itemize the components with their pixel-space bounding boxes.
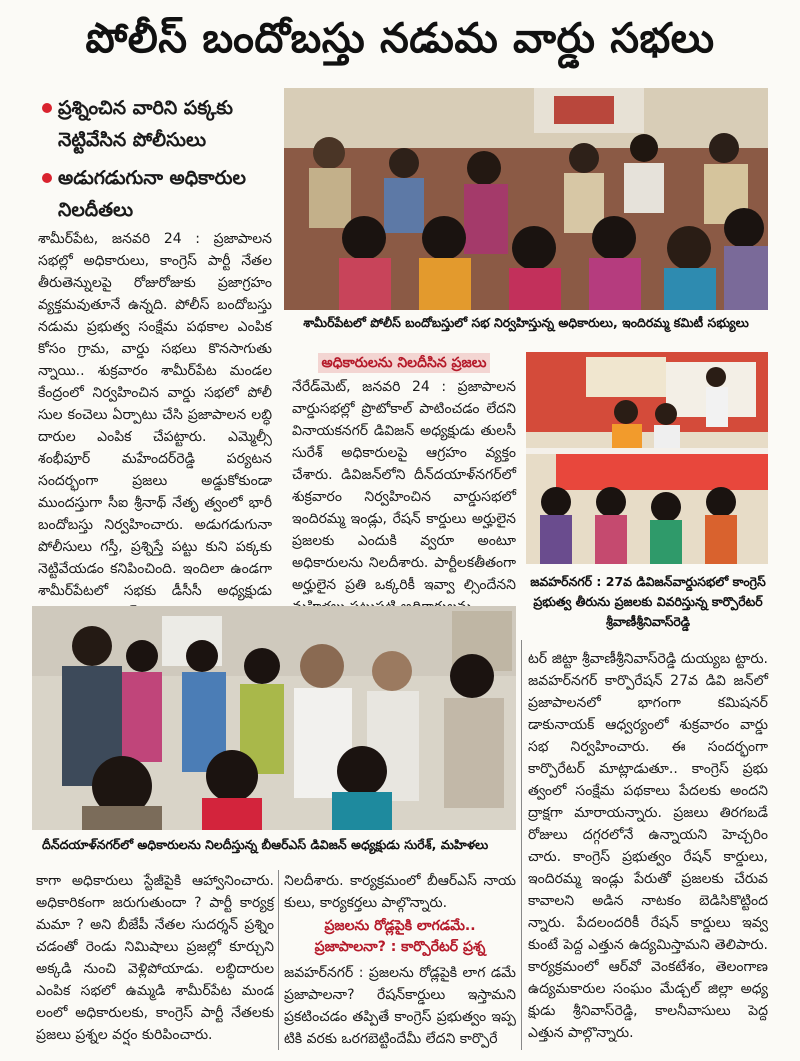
article3-text: టర్ జిట్టా శ్రీవాణీశ్రీనివాస్‌రెడ్డి దుయ్యబ ట్టారు. జవహర్‌నగర్ కార్పొరేషన్ 27వ డివి జన్‌లో ప్రజాపాలనలో భాగంగా కమిషనర్ డాకునాయక్ ఆధ్వర్యంలో శుక్రవారం వార్డు సభ నిర్వహించారు. ఈ సందర్భంగా కార్పొరేటర్ మాట్లాడుతూ.. కాంగ్రెస్ ప్రభు త్వంలో సంక్షేమ పథకాలు పేదలకు అందని ద్రాక్షగా మారాయన్నారు. ప్రజలు తిరగబడే రోజులు దగ్గరలోనే ఉన్నాయని హెచ్చరిం చారు. కాంగ్రెస్ ప్రభుత్వం రేషన్ కార్డులు, ఇందిరమ్మ ఇండ్లు పేరుతో ప్రజలకు చేరువ కావాలని అడిన నాటకం బెడిసికొట్టింద న్నారు. పేదలందరికీ రేషన్ కార్డులు ఇవ్వ కుంటే పెద్ద ఎత్తున ఉద్యమిస్తామని తెలిపారు. కార్యక్రమంలో ఆర్‌వో వెంకటేశం, తెలంగాణ ఉద్యమకారుల సంఘం మేడ్చల్ జిల్లా అధ్య క్షుడు శ్రీనివాస్‌రెడ్డి, కాలనీవాసులు పెద్ద ఎత్తున పాల్గొన్నారు. xyxy=(528,651,768,1041)
photo1-caption: శామీర్‌పేటలో పోలీస్ బందోబస్తులో సభ నిర్వహిస్తున్న అధికారులు, ఇందిరమ్మ కమిటీ సభ్యులు xyxy=(303,315,749,330)
summary-bullets xyxy=(40,92,270,226)
article2-text: నేరేడ్‌మెట్, జనవరి 24 : ప్రజాపాలన వార్డుసభల్లో ప్రొటోకాల్ పాటించడం లేదని వినాయకనగర్ డివిజన్ అధ్యక్షుడు తులసీ సురేశ్ అధికారులపై ఆగ్రహం వ్యక్తం చేశారు. డివిజన్‌లోని దీన్‌దయాళ్‌నగర్‌లో శుక్రవారం నిర్వహించిన వార్డుసభలో ఇందిరమ్మ ఇండ్లు, రేషన్ కార్డులు అర్హులైన ప్రజలకు ఎందుకి వ్వరూ అంటూ అధికారులను నిలదీశారు. పార్టీలకతీతంగా అర్హులైన ప్రతి ఒక్కరికీ ఇవ్వా ల్సిందేనని xyxy=(292,379,516,593)
article2-continued-text: నిలదీశారు. కార్యక్రమంలో బీఆర్ఎస్ నాయ కులు, కార్యకర్తలు పాల్గొన్నారు. xyxy=(284,873,516,911)
headline: పోలీస్ బందోబస్తు నడుమ వార్డు సభలు xyxy=(85,14,715,62)
photo2-illustration xyxy=(526,352,768,564)
article2-continued xyxy=(284,870,516,914)
photo-deendayalnagar-protest xyxy=(32,606,516,830)
article2-subhead: అధికారులను నిలదీసిన ప్రజలు xyxy=(321,355,487,371)
photo1-illustration xyxy=(284,88,768,310)
article4-body xyxy=(284,962,516,1050)
photo-jawaharnagar-ward-meeting xyxy=(526,352,768,564)
article4-subhead-line1: ప్రజలను రోడ్లపైకి లాగడమే.. xyxy=(324,918,476,934)
article4-text: జవహర్‌నగర్ : ప్రజలను రోడ్లపైకి లాగ డమే ప్రజాపాలనా? రేషన్‌కార్డులు ఇస్తామని ప్రకటించడం తప్పితే కాంగ్రెస్ ప్రభుత్వం ఇప్ప టికి వరకు ఒరగబెట్టిందేమీ లేదని కార్పొరే xyxy=(284,965,516,1047)
photo-shamirpet-meeting xyxy=(284,88,768,310)
article1-continued-text: కాగా అధికారులు స్టేజీపైకి ఆహ్వానించారు. అధికారికంగా జరుగుతుందా ? పార్టీ కార్యక్ర మమా ? అని బీజేపీ నేతల సుదర్శన్ ప్రశ్నిం చడంతో రెండు నిమిషాలు ప్రజల్లో కూర్చుని అక్కడి నుంచి వెళ్లిపోయాడు. లబ్ధిదారుల ఎంపిక సభలో ఉమ్మడి శామీర్‌పేట మండ లంలో అధికారులకు, కాంగ్రెస్ పార్టీ నేతలకు ప్రజలు ప్రశ్నల వర్షం కురిపించారు. xyxy=(36,873,274,1043)
article3-body xyxy=(528,648,768,1050)
column-divider xyxy=(521,640,522,1050)
column-divider xyxy=(278,870,279,1050)
photo3-illustration xyxy=(32,606,516,830)
bullet-point: అడుగడుగునా అధికారుల నిలదీతలు xyxy=(40,162,270,226)
bullet-point: ప్రశ్నించిన వారిని పక్కకు నెట్టివేసిన పోలీసులు xyxy=(40,92,270,156)
photo3-caption: దీన్‌దయాళ్‌నగర్‌లో అధికారులను నిలదీస్తున్న బీఆర్ఎస్ డివిజన్ అధ్యక్షుడు సురేశ్, మహిళలు xyxy=(42,837,489,852)
article1-text: శామీర్‌పేట, జనవరి 24 : ప్రజాపాలన సభల్లో అధికారులు, కాంగ్రెస్ పార్టీ నేతల తీరుతెన్నులపై రోజురోజుకు ప్రజాగ్రహం వ్యక్తమవుతూనే ఉన్నది. పోలీస్ బందోబస్తు నడుమ ప్రభుత్వ సంక్షేమ పథకాల ఎంపిక కోసం గ్రామ, వార్డు సభలు కొనసాగుతు న్నాయి.. శుక్రవారం శామీర్‌పేట మండల కేంద్రంలో నిర్వహించిన వార్డు సభలో పోలీ సుల కంచెలు ఏర్పాటు చేసి ప్రజాపాలన లబ్ధి దారుల ఎంపిక చేపట్టారు. ఎమ్మెల్సీ శంభీపూర్ మహేందర్‌రెడ్డి పర్యటన సందర్భంగా ప్రజలు అడ్డుకోకుండా ముందస్తుగా సీఐ శ్రీనాథ్ నేతృ త్వంలో భారీ బందోబస్తు నిర్వహించారు. అడుగడుగునా పోలీసులు గస్తీ, ప్రశ్నిస్తే పట్టు కుని పక్కకు నెట్టివేయడం కనిపించింది. ఇందిలా ఉండగా శామీర్‌పేటలో సభకు డీసీసీ అధ్యక్షుడు xyxy=(38,231,272,599)
photo2-caption: జవహర్‌నగర్ : 27వ డివిజన్‌వార్డుసభలో కాంగ్రెస్ ప్రభుత్వ తీరును ప్రజలకు వివరిస్తున్న కార్పొరేటర్ శ్రీవాణీశ్రీనివాస్‌రెడ్డి xyxy=(530,574,766,629)
article4-subhead-line2: ప్రజాపాలనా? : కార్పొరేటర్ ప్రశ్న xyxy=(314,939,486,955)
article2-body xyxy=(292,376,516,596)
article1-body xyxy=(38,228,272,599)
article1-continued xyxy=(36,870,274,1050)
